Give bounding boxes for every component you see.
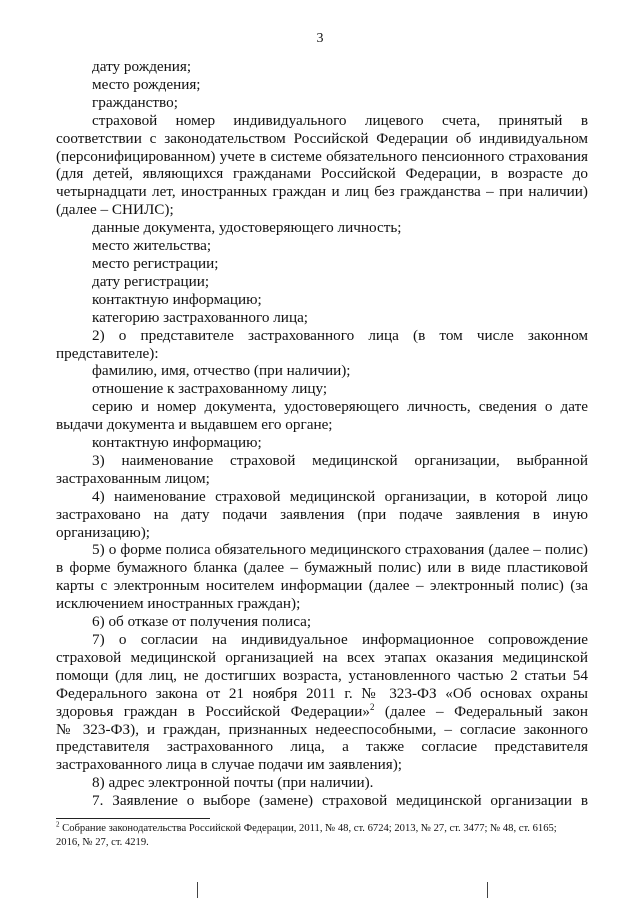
list-item: контактную информацию;: [92, 434, 262, 452]
text-line: 5) о форме полиса обязательного медицинского страхования (далее – полис): [92, 541, 588, 559]
text-line: застраховано на дату подачи заявления (при подаче заявления в иную: [56, 505, 588, 523]
text-line: страховой номер индивидуального лицевого счета, принятый в: [92, 111, 588, 129]
text-line: страховой медицинской организацией на всех этапах оказания медицинской: [56, 648, 588, 666]
list-item: данные документа, удостоверяющего личность;: [92, 219, 402, 237]
list-item: дату регистрации;: [92, 272, 210, 290]
paragraph-representative: [56, 327, 588, 363]
list-item: дату рождения;: [92, 58, 192, 75]
text-line: Федерального закона от 21 ноября 2011 г. № 323-ФЗ «Об основах охраны: [56, 684, 588, 702]
list-item: категорию застрахованного лица;: [92, 308, 309, 326]
text-line: организацию);: [56, 523, 151, 541]
text-line: 7. Заявление о выборе (замене) страховой медицинской организации в: [92, 792, 588, 810]
list-item: контактную информацию;: [92, 290, 262, 308]
text-line: выдачи документа и выдавшем его органе;: [56, 416, 333, 434]
text-line: 3) наименование страховой медицинской организации, выбранной: [92, 451, 588, 469]
text-line: серию и номер документа, удостоверяющего личность, сведения о дате: [92, 398, 588, 416]
list-item: гражданство;: [92, 93, 178, 111]
text-line: представителя застрахованного лица, а также согласие представителя: [56, 738, 588, 756]
text-line: [56, 703, 588, 721]
list-item: место регистрации;: [92, 254, 219, 272]
text-line: представителе):: [56, 344, 159, 362]
footnote-marker: 2: [56, 820, 60, 829]
text-line: 7) о согласии на индивидуальное информационное сопровождение: [92, 631, 588, 648]
footnote-line: [56, 822, 588, 836]
scan-mark-left: [197, 882, 198, 898]
text-line: соответствии с законодательством Российской Федерации об индивидуальном: [56, 129, 588, 147]
paragraph-snils: [56, 112, 588, 219]
list-item: место рождения;: [92, 75, 201, 93]
text-line: (далее – СНИЛС);: [56, 201, 174, 219]
footnote-text: Собрание законодательства Российской Федерации, 2011, № 48, ст. 6724; 2013, № 27, ст. 3477; № 48, ст. 6165;: [59, 823, 557, 834]
paragraph-section-7: [56, 792, 588, 810]
text-line: помощи (для лиц, не достигших возраста, установленного частью 2 статьи 54: [56, 666, 588, 684]
text-line: (для детей, являющихся гражданами Российской Федерации, в возрасте до: [56, 165, 588, 183]
document-body: [56, 58, 588, 810]
list-item: фамилию, имя, отчество (при наличии);: [92, 362, 351, 380]
page-number: 3: [316, 31, 324, 46]
text-line: карты с электронным носителем информации (далее – электронный полис) (за: [56, 577, 588, 595]
text-fragment: здоровья граждан в Российской Федерации»: [56, 702, 370, 720]
footnote: [56, 822, 588, 849]
footnote-divider: [56, 818, 210, 819]
footnote-line: 2016, № 27, ст. 4219.: [56, 836, 149, 848]
list-item: 6) об отказе от получения полиса;: [92, 613, 312, 631]
paragraph-document-series: [56, 398, 588, 434]
paragraph-item-3: [56, 452, 588, 488]
paragraph-item-4: [56, 488, 588, 542]
list-item: отношение к застрахованному лицу;: [92, 380, 328, 398]
paragraph-item-7: [56, 631, 588, 774]
text-line: 4) наименование страховой медицинской организации, в которой лицо: [92, 487, 588, 505]
text-line: четырнадцати лет, иностранных граждан и лиц без гражданства – при наличии): [56, 183, 588, 201]
text-line: (персонифицированном) учете в системе обязательного пенсионного страхования: [56, 147, 588, 165]
text-line: в форме бумажного бланка (далее – бумажный полис) или в виде пластиковой: [56, 559, 588, 577]
text-fragment: (далее – Федеральный закон: [374, 702, 589, 720]
footnote-reference: 2: [370, 701, 375, 712]
text-line: 2) о представителе застрахованного лица (в том числе законном: [92, 326, 588, 344]
text-line: № 323-ФЗ), и граждан, признанных недееспособными, – согласие законного: [56, 720, 588, 738]
list-item: место жительства;: [92, 237, 212, 255]
list-item: 8) адрес электронной почты (при наличии).: [92, 774, 374, 792]
paragraph-item-5: [56, 541, 588, 613]
text-line: исключением иностранных граждан);: [56, 595, 301, 613]
text-line: застрахованным лицом;: [56, 469, 210, 487]
text-line: застрахованного лица в случае подачи им заявления);: [56, 756, 402, 774]
scan-mark-right: [487, 882, 488, 898]
